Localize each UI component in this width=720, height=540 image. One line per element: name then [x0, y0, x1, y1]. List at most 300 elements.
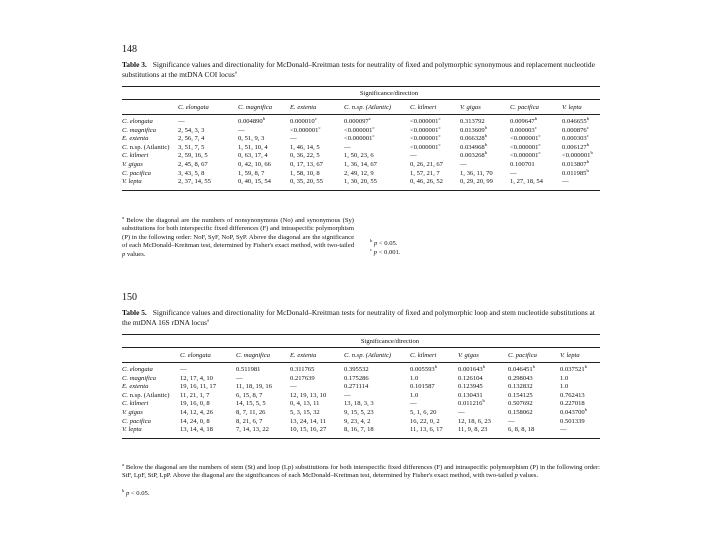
- table-cell: [510, 178, 562, 187]
- table-cell: [290, 170, 344, 179]
- cell-value: —: [560, 426, 567, 434]
- cell-value: <0.000001: [510, 135, 539, 143]
- table3-footnote-b: [370, 237, 600, 248]
- significance-mark: c: [438, 115, 441, 121]
- table3-col-header-c-elongata: C. elongata: [178, 103, 209, 111]
- table-cell: [508, 383, 560, 392]
- table-row: [122, 366, 600, 375]
- table5-col-header-v-lepta: V. lepta: [560, 351, 580, 359]
- cell-value: 13, 24, 14, 11: [290, 417, 327, 425]
- table-cell: [236, 409, 290, 418]
- cell-value: —: [508, 417, 515, 425]
- table-cell: [238, 152, 290, 161]
- table-cell: [458, 383, 508, 392]
- table-cell: [508, 418, 560, 427]
- significance-mark: b: [590, 150, 593, 156]
- table5-col-header-e-extenta: E. extenta: [290, 351, 317, 359]
- table-cell: [560, 400, 600, 409]
- table-cell: [236, 366, 290, 375]
- table-cell: [178, 170, 238, 179]
- cell-value: 1, 30, 20, 55: [344, 178, 377, 186]
- cell-value: 1, 51, 10, 4: [238, 143, 268, 151]
- table3-footnote-a-text: Below the diagonal are the numbers of nonsynonymous (No) and synonymous (Sy) substitutions for both interspecific fixed differences (F) and intraspecific polymorphism (P) in the following order: NoF, SyF, NoP, SyP. Above the diagonal are the significance of each McDonald–Kreitman test, determined by Fisher's exact method, with two-tailed: [122, 217, 355, 250]
- table5-col-header-c-kilmeri: C. kilmeri: [410, 351, 437, 359]
- table-cell: [344, 418, 410, 427]
- cell-value: 11, 13, 6, 17: [410, 426, 443, 434]
- cell-value: 0.037521: [560, 366, 585, 373]
- significance-mark: c: [438, 133, 441, 138]
- table3-footnote-c: [370, 246, 600, 257]
- cell-value: 16, 22, 0, 2: [410, 417, 440, 425]
- significance-mark: b: [482, 398, 485, 404]
- table3-column-headers: [122, 100, 600, 115]
- cell-value: 0.005593: [410, 366, 435, 373]
- significance-mark: c: [534, 124, 537, 130]
- table5-col-header-c-n-sp-atlantic: C. n.sp. (Atlantic): [344, 351, 392, 359]
- table3-footnote-c-mark: c: [370, 246, 373, 252]
- table-cell: [458, 375, 508, 384]
- significance-mark: b: [482, 363, 486, 369]
- significance-mark: b: [262, 115, 266, 121]
- cell-value: 2, 54, 3, 3: [178, 126, 205, 134]
- table-cell: [238, 127, 290, 136]
- cell-value: 12, 17, 4, 10: [180, 374, 213, 382]
- cell-value: 6, 8, 8, 18: [508, 426, 535, 434]
- table-cell: [290, 144, 344, 153]
- cell-value: 0, 40, 15, 54: [238, 178, 271, 186]
- significance-mark: c: [372, 133, 375, 138]
- table-cell: [238, 144, 290, 153]
- table-cell: [410, 178, 460, 187]
- table-cell: [460, 178, 510, 187]
- table3-col-header-c-pacifica: C. pacifica: [510, 103, 539, 111]
- cell-value: <0.000001: [290, 126, 319, 134]
- cell-value: <0.000001: [510, 143, 539, 151]
- table-cell: [344, 170, 410, 179]
- cell-value: 0, 29, 20, 99: [460, 178, 493, 186]
- cell-value: 0.000097: [344, 118, 369, 125]
- table3-row-label-v-gigas: V. gigas: [122, 160, 143, 168]
- table-cell: [410, 392, 458, 401]
- table-cell: [178, 152, 238, 161]
- cell-value: <0.000001: [410, 135, 439, 143]
- table5: [122, 334, 600, 439]
- cell-value: <0.000001: [344, 135, 373, 143]
- cell-value: 5, 1, 6, 20: [410, 408, 437, 416]
- table5-row-label-v-lepta: V. lepta: [122, 426, 142, 434]
- table-cell: [458, 400, 508, 409]
- cell-value: 1.0: [560, 383, 569, 391]
- cell-value: 0, 17, 13, 67: [290, 160, 323, 168]
- significance-mark: c: [318, 124, 321, 130]
- table3-row-label-c-kilmeri: C. kilmeri: [122, 152, 149, 160]
- table-cell: [236, 383, 290, 392]
- cell-value: 0.271114: [344, 383, 369, 391]
- table-row: [122, 400, 600, 409]
- table-cell: [410, 409, 458, 418]
- cell-value: 0, 42, 10, 66: [238, 160, 271, 168]
- table-row: [122, 392, 600, 401]
- cell-value: —: [290, 135, 297, 143]
- cell-value: 0.046451: [508, 366, 533, 373]
- table-cell: [344, 426, 410, 435]
- table-cell: [344, 400, 410, 409]
- table5-caption: [122, 308, 600, 328]
- cell-value: 0.034968: [460, 143, 485, 151]
- cell-value: 0, 63, 17, 4: [238, 152, 268, 160]
- page-number-150: 150: [122, 292, 137, 303]
- cell-value: 1, 59, 8, 7: [238, 169, 265, 177]
- cell-value: 11, 18, 19, 16: [236, 383, 273, 391]
- cell-value: 6, 15, 8, 7: [236, 391, 263, 399]
- table-cell: [458, 426, 508, 435]
- cell-value: 0.003268: [460, 152, 485, 160]
- table-cell: [344, 124, 410, 136]
- table5-col-header-c-magnifica: C. magnifica: [236, 351, 271, 359]
- cell-value: 11, 21, 1, 7: [180, 391, 210, 399]
- cell-value: 0.762413: [560, 391, 585, 399]
- significance-mark: c: [586, 124, 589, 130]
- cell-value: 0, 26, 21, 67: [410, 160, 443, 168]
- table-cell: [410, 170, 460, 179]
- table5-footnote-a-text: Below the diagonal are the numbers of stem (St) and loop (Lp) substitutions for both interspecific fixed differences (F) and intraspecific polymorphism (P) in the following order: StF, LpF, StP, LpP. Above the diagonal are the significances of each McDonald–Kreitman test, determined by Fisher's exact method, with two-tailed: [122, 464, 600, 480]
- table3-caption-text: Significance values and directionality for McDonald–Kreitman tests for neutrality of fixed and polymorphic synonymous and replacement nucleotide substitutions at the mtDNA COI locus: [122, 60, 595, 79]
- cell-value: 19, 16, 0, 8: [180, 400, 210, 408]
- cell-value: 1, 50, 23, 6: [344, 152, 374, 160]
- table-cell: [410, 161, 460, 170]
- table-cell: [508, 409, 560, 418]
- table-cell: [560, 406, 600, 418]
- significance-mark: c: [368, 115, 371, 121]
- cell-value: 0.511981: [236, 366, 261, 373]
- cell-value: 1.0: [410, 374, 419, 382]
- table3-footnote-a-mark: a: [122, 214, 125, 220]
- cell-value: 0.011985: [562, 169, 587, 177]
- table5-label: Table 5.: [122, 308, 147, 317]
- cell-value: 0.004890: [238, 118, 263, 125]
- cell-value: 0.101587: [410, 383, 435, 391]
- cell-value: 0, 36, 22, 5: [290, 152, 320, 160]
- table-cell: [180, 409, 236, 418]
- cell-value: 0.046655: [562, 118, 587, 125]
- table-cell: [290, 409, 344, 418]
- table-cell: [236, 400, 290, 409]
- table3-footnote-a-tail: values.: [126, 250, 146, 258]
- cell-value: 2, 45, 8, 67: [178, 160, 208, 168]
- table-cell: [178, 178, 238, 187]
- cell-value: —: [460, 160, 467, 168]
- significance-mark: b: [484, 141, 488, 147]
- cell-value: 8, 21, 6, 7: [236, 417, 263, 425]
- genus-abbrev: C.: [122, 391, 130, 399]
- table-cell: [560, 363, 600, 375]
- table-cell: [510, 135, 562, 144]
- table3-col-header-e-extenta: E. extenta: [290, 103, 317, 111]
- table-cell: [236, 426, 290, 435]
- table5-row-label-c-kilmeri: C. kilmeri: [122, 400, 149, 408]
- table3-label: Table 3.: [122, 60, 147, 69]
- table5-footnote-b-text: < 0.05.: [130, 490, 150, 497]
- cell-value: 0.132832: [508, 383, 533, 391]
- table5-footnote-a-mark: a: [122, 461, 125, 467]
- table3-col-header-c-magnifica: C. magnifica: [238, 103, 273, 111]
- table5-row-label-c-n-sp-atlantic: [122, 392, 180, 401]
- table-cell: [290, 178, 344, 187]
- table-row: [122, 170, 600, 179]
- cell-value: 1, 46, 14, 5: [290, 143, 320, 151]
- significance-mark: b: [534, 115, 538, 121]
- significance-mark: b: [484, 133, 488, 138]
- cell-value: 0.217639: [290, 374, 315, 382]
- table-row: [122, 127, 600, 136]
- significance-mark: c: [538, 141, 541, 147]
- cell-value: 14, 15, 5, 5: [236, 400, 266, 408]
- table3-footnote-c-p: p: [373, 249, 377, 256]
- cell-value: 14, 24, 0, 8: [180, 417, 210, 425]
- table-cell: [344, 375, 410, 384]
- table-cell: [410, 135, 460, 144]
- table3: [122, 86, 600, 191]
- cell-value: 0.501339: [560, 417, 585, 425]
- table-cell: [562, 178, 600, 187]
- table-cell: [560, 392, 600, 401]
- cell-value: —: [510, 169, 517, 177]
- table-cell: [290, 152, 344, 161]
- table-cell: [238, 135, 290, 144]
- table3-footnote-b-p: p: [373, 240, 378, 247]
- cell-value: <0.000001: [510, 152, 539, 160]
- cell-value: 2, 56, 7, 4: [178, 135, 205, 143]
- table-cell: [290, 161, 344, 170]
- table5-footnote-a-p: p: [514, 472, 518, 480]
- cell-value: 8, 7, 11, 26: [236, 408, 266, 416]
- table-cell: [290, 135, 344, 144]
- table-cell: [410, 363, 458, 375]
- table-cell: [560, 418, 600, 427]
- table-row: [122, 118, 600, 127]
- cell-value: 0.227018: [560, 400, 585, 408]
- cell-value: 0, 35, 20, 55: [290, 178, 323, 186]
- table-cell: [562, 135, 600, 144]
- table5-footnote-a-tail: values.: [519, 472, 539, 480]
- table-cell: [290, 426, 344, 435]
- cell-value: 1.0: [410, 391, 419, 399]
- cell-value: 0.066328: [460, 135, 485, 143]
- table-cell: [344, 409, 410, 418]
- table5-footnote-b-mark: b: [122, 487, 125, 493]
- table-cell: [510, 152, 562, 161]
- table3-footnote-b-text: < 0.05.: [378, 240, 398, 247]
- table3-body: [122, 115, 600, 187]
- table5-row-label-c-magnifica: C. magnifica: [122, 374, 157, 382]
- table-cell: [510, 124, 562, 136]
- cell-value: 0.006127: [562, 143, 587, 151]
- table-cell: [344, 161, 410, 170]
- table-cell: [236, 375, 290, 384]
- table-cell: [344, 178, 410, 187]
- cell-value: <0.000001: [562, 152, 591, 160]
- table-cell: [410, 141, 460, 153]
- table-cell: [180, 418, 236, 427]
- table-cell: [410, 375, 458, 384]
- cell-value: 0.043700: [560, 408, 585, 416]
- table-row: [122, 409, 600, 418]
- significance-mark: c: [372, 124, 375, 130]
- table-cell: [344, 144, 410, 153]
- cell-value: —: [410, 152, 417, 160]
- table5-row-label-v-gigas: V. gigas: [122, 408, 143, 416]
- table-cell: [410, 400, 458, 409]
- table3-row-label-c-magnifica: C. magnifica: [122, 126, 157, 134]
- table-cell: [180, 366, 236, 375]
- cell-value: 0.013807: [562, 160, 587, 168]
- cell-value: 3, 43, 5, 8: [178, 169, 205, 177]
- cell-value: 0.175286: [344, 374, 369, 382]
- table-cell: [410, 115, 460, 130]
- table-cell: [562, 124, 600, 136]
- cell-value: 0.395532: [344, 366, 369, 373]
- cell-value: 2, 37, 14, 55: [178, 178, 211, 186]
- table-cell: [290, 392, 344, 401]
- table5-caption-text: Significance values and directionality for McDonald–Kreitman tests for neutrality of fixed and polymorphic loop and stem nucleotide substitutions at the mtDNA 16S rDNA locus: [122, 308, 595, 327]
- table-cell: [410, 124, 460, 136]
- table-cell: [290, 418, 344, 427]
- table5-column-headers: [122, 348, 600, 363]
- table-cell: [180, 392, 236, 401]
- significance-mark: b: [586, 158, 590, 164]
- cell-value: 2, 49, 12, 9: [344, 169, 374, 177]
- table-row: [122, 383, 600, 392]
- table-cell: [238, 178, 290, 187]
- cell-value: 9, 15, 5, 23: [344, 408, 374, 416]
- species-designation: n.sp. (Atlantic): [129, 143, 170, 151]
- table3-col-header-v-gigas: V. gigas: [460, 103, 481, 111]
- table3-row-label-c-pacifica: C. pacifica: [122, 169, 151, 177]
- table3-row-label-c-n-sp-atlantic: [122, 144, 178, 153]
- cell-value: 9, 23, 4, 2: [344, 417, 371, 425]
- cell-value: 7, 14, 13, 22: [236, 426, 269, 434]
- cell-value: 0.009647: [510, 118, 535, 125]
- table-cell: [178, 144, 238, 153]
- significance-mark: c: [538, 150, 541, 156]
- table-cell: [178, 127, 238, 136]
- table5-footnote-b-p: p: [125, 490, 130, 497]
- cell-value: 1.0: [560, 374, 569, 382]
- table3-footnote-c-text: < 0.001.: [378, 249, 401, 256]
- table-cell: [458, 409, 508, 418]
- table-cell: [178, 135, 238, 144]
- table-cell: [410, 418, 458, 427]
- cell-value: 0.011216: [458, 400, 483, 408]
- table-cell: [410, 152, 460, 161]
- table3-footnote-a-p: p: [122, 250, 126, 258]
- table-cell: [236, 418, 290, 427]
- cell-value: 0.123945: [458, 383, 483, 391]
- table-cell: [344, 366, 410, 375]
- table5-footnote-b: [122, 487, 600, 498]
- significance-mark: b: [484, 150, 488, 156]
- cell-value: 1, 27, 18, 54: [510, 178, 543, 186]
- table-cell: [344, 392, 410, 401]
- cell-value: —: [178, 118, 185, 125]
- table5-row-label-c-elongata: C. elongata: [122, 366, 153, 373]
- table3-col-header-c-kilmeri: C. kilmeri: [410, 103, 437, 111]
- table-cell: [290, 400, 344, 409]
- cell-value: 12, 19, 13, 10: [290, 391, 327, 399]
- cell-value: 0.000003: [510, 126, 535, 134]
- cell-value: 8, 16, 7, 18: [344, 426, 374, 434]
- table-cell: [560, 375, 600, 384]
- table5-footnote-a: [122, 461, 600, 481]
- table-cell: [562, 167, 600, 179]
- cell-value: 19, 16, 11, 17: [180, 383, 217, 391]
- table5-caption-sup: a: [207, 317, 210, 323]
- cell-value: 12, 18, 6, 23: [458, 417, 491, 425]
- table-cell: [560, 426, 600, 435]
- cell-value: —: [410, 400, 417, 408]
- cell-value: 0.000876: [562, 126, 587, 134]
- cell-value: 1, 36, 11, 70: [460, 169, 493, 177]
- cell-value: —: [180, 366, 187, 373]
- table-cell: [410, 383, 458, 392]
- table-cell: [178, 161, 238, 170]
- cell-value: 10, 15, 16, 27: [290, 426, 327, 434]
- table3-footnote-b-mark: b: [370, 237, 373, 243]
- cell-value: —: [238, 126, 245, 134]
- page-number-148: 148: [122, 44, 137, 55]
- table-row: [122, 418, 600, 427]
- significance-mark: b: [586, 167, 589, 173]
- table-cell: [460, 170, 510, 179]
- table-cell: [508, 392, 560, 401]
- table-cell: [290, 124, 344, 136]
- table-cell: [508, 400, 560, 409]
- table-cell: [344, 135, 410, 144]
- table-row: [122, 178, 600, 187]
- table-cell: [290, 383, 344, 392]
- table5-col-header-c-elongata: C. elongata: [180, 351, 211, 359]
- table-cell: [238, 170, 290, 179]
- table-cell: [410, 426, 458, 435]
- table3-caption-sup: a: [234, 69, 237, 75]
- table3-row-label-v-lepta: V. lepta: [122, 178, 142, 186]
- table-cell: [180, 400, 236, 409]
- cell-value: 0.154125: [508, 391, 533, 399]
- cell-value: —: [344, 143, 351, 151]
- genus-abbrev: C.: [122, 143, 130, 151]
- table-cell: [460, 152, 510, 161]
- cell-value: —: [562, 178, 569, 186]
- table-row: [122, 135, 600, 144]
- table-cell: [180, 383, 236, 392]
- table-cell: [178, 118, 238, 127]
- table-cell: [510, 170, 562, 179]
- cell-value: 0.126104: [458, 374, 483, 382]
- cell-value: 1, 57, 21, 7: [410, 169, 440, 177]
- cell-value: 0.001643: [458, 366, 483, 373]
- table-cell: [460, 161, 510, 170]
- table-cell: [290, 366, 344, 375]
- table5-row-label-e-extenta: E. extenta: [122, 383, 149, 391]
- species-designation: n.sp. (Atlantic): [129, 391, 170, 399]
- significance-mark: b: [584, 363, 588, 369]
- cell-value: —: [458, 408, 465, 416]
- significance-mark: b: [434, 363, 438, 369]
- table3-footnote-a: [122, 214, 355, 259]
- cell-value: 13, 14, 4, 18: [180, 426, 213, 434]
- cell-value: 0.507692: [508, 400, 533, 408]
- table3-group-header: Significance/direction: [359, 89, 419, 97]
